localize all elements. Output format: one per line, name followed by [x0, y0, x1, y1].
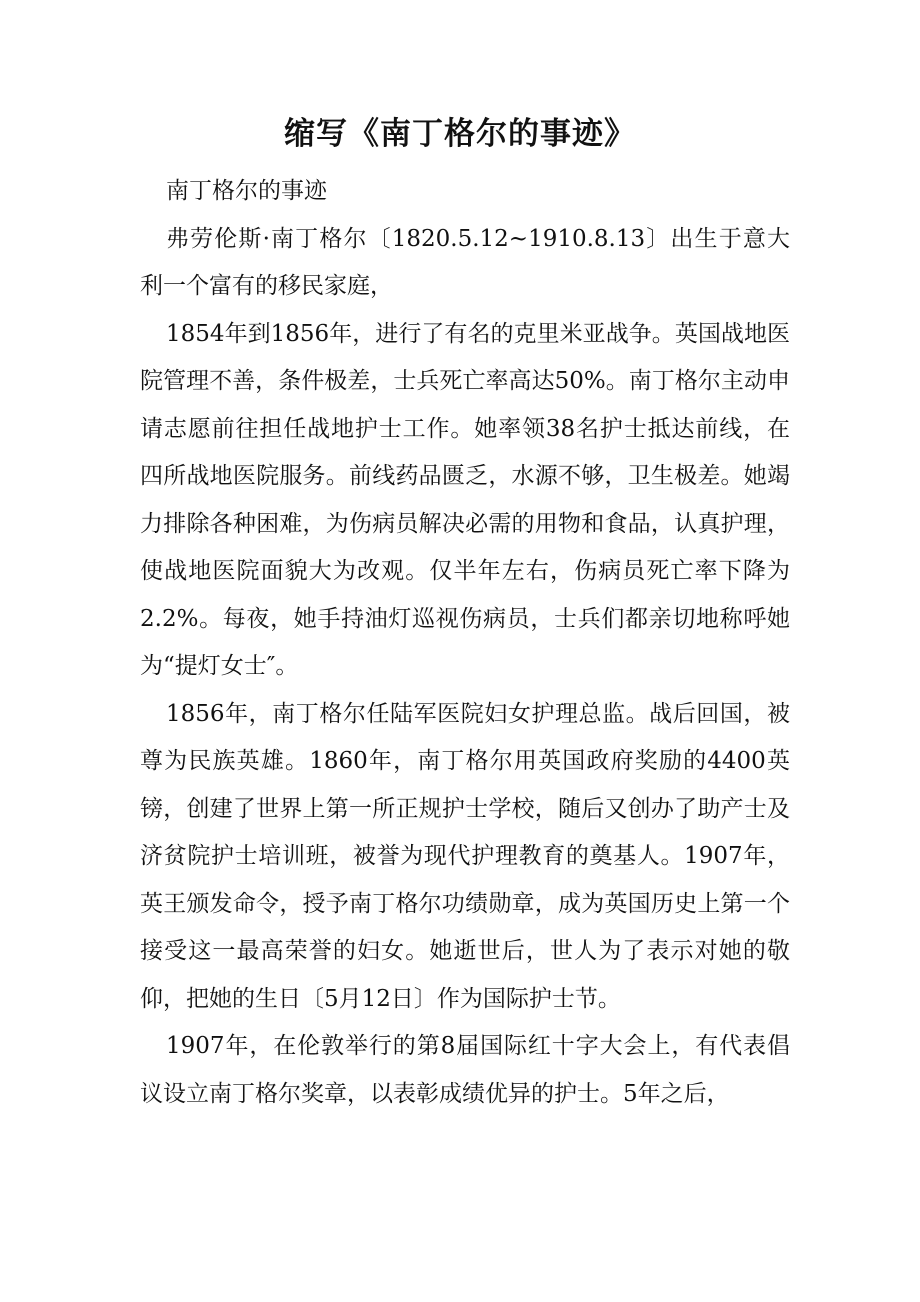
paragraph-crimean-war: 1854年到1856年，进行了有名的克里米亚战争。英国战地医院管理不善，条件极差，士兵死亡率高达50%。南丁格尔主动申请志愿前往担任战地护士工作。她率领38名护士抵达前线，在四所战地医院服务。前线药品匮乏，水源不够，卫生极差。她竭力排除各种困难，为伤病员解决必需的用物和食品，认真护理，使战地医院面貌大为改观。仅半年左右，伤病员死亡率下降为2.2%。每夜，她手持油灯巡视伤病员，士兵们都亲切地称呼她为“提灯女士″。 [140, 320, 790, 679]
paragraph-birth: 弗劳伦斯·南丁格尔〔1820.5.12~1910.8.13〕出生于意大利一个富有的移民家庭， [140, 225, 790, 299]
document-title: 缩写《南丁格尔的事迹》 [284, 116, 636, 152]
paragraph-subtitle: 南丁格尔的事迹 [166, 178, 327, 204]
paragraph-nursing-school: 1856年，南丁格尔任陆军医院妇女护理总监。战后回国，被尊为民族英雄。1860年，南丁格尔用英国政府奖励的4400英镑，创建了世界上第一所正规护士学校，随后又创办了助产士及济贫院护士培训班，被誉为现代护理教育的奠基人。1907年，英王颁发命令，授予南丁格尔功绩勋章，成为英国历史上第一个接受这一最高荣誉的妇女。她逝世后，世人为了表示对她的敬仰，把她的生日〔5月12日〕作为国际护士节。 [140, 700, 790, 1012]
document-body [140, 168, 790, 1118]
paragraph-medal: 1907年，在伦敦举行的第8届国际红十字大会上，有代表倡议设立南丁格尔奖章，以表彰成绩优异的护士。5年之后， [140, 1033, 790, 1107]
